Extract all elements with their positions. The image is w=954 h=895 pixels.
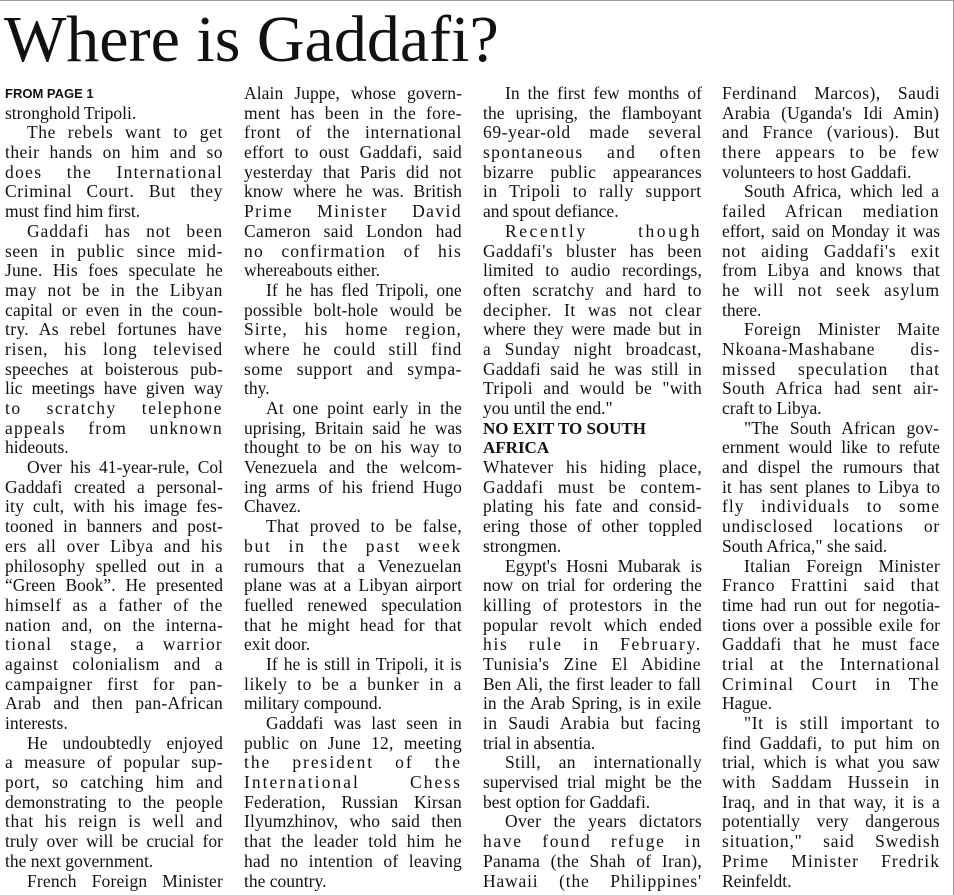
- text-line: plating his fate and consid-: [483, 497, 702, 517]
- text-line: bizarre public appearances: [483, 162, 702, 182]
- text-line: philosophy spelled out in a: [5, 556, 223, 576]
- text-line: undisclosed locations or: [722, 517, 940, 537]
- text-line: ering those of other toppled: [483, 517, 702, 537]
- headline: Where is Gaddafi?: [4, 3, 499, 76]
- text-line: Ilyumzhinov, who said then: [244, 812, 462, 832]
- text-line: Iraq, and in that way, it is a: [722, 792, 940, 812]
- text-line: Nkoana-Mashabane dis-: [722, 339, 940, 359]
- text-line: Panama (the Shah of Iran),: [483, 851, 702, 871]
- text-line: Cameron said London had: [244, 221, 462, 241]
- text-line: yesterday that Paris did not: [244, 162, 462, 182]
- text-line: appeals from unknown: [5, 418, 223, 438]
- text-line: his rule in February.: [483, 635, 702, 655]
- text-line: that the leader told him he: [244, 832, 462, 852]
- text-line: often scratchy and hard to: [483, 280, 702, 300]
- text-line: may not be in the Libyan: [5, 280, 223, 300]
- text-line: Prime Minister Fredrik: [722, 851, 940, 871]
- text-line: Ben Ali, the first leader to fall: [483, 674, 702, 694]
- text-line: spontaneous and often: [483, 143, 702, 163]
- text-line: Prime Minister David: [244, 202, 462, 222]
- text-line: truly over will be crucial for: [5, 832, 223, 852]
- text-line: in the Arab Spring, is in exile: [483, 694, 702, 714]
- text-line: in Saudi Arabia but facing: [483, 714, 702, 733]
- text-line: Criminal Court. But they: [5, 182, 223, 202]
- text-line: fly individuals to some: [722, 497, 940, 517]
- text-line: the next government.: [5, 851, 154, 871]
- text-line: Foreign Minister Maite: [744, 320, 940, 340]
- text-line: uprising, Britain said he was: [244, 418, 462, 438]
- text-line: That proved to be false,: [266, 517, 462, 537]
- text-line: Federation, Russian Kirsan: [244, 792, 462, 812]
- text-line: craft to Libya.: [722, 399, 822, 418]
- text-line: Gaddafi said he was still in: [483, 359, 702, 379]
- text-line: Gaddafi that he must face: [722, 635, 940, 655]
- text-line: it has sent planes to Libya to: [722, 477, 940, 497]
- text-line: Over his 41-year-rule, Col: [27, 458, 223, 478]
- text-line: ers all over Libya and his: [5, 536, 223, 556]
- text-line: situation," said Swedish: [722, 832, 940, 852]
- text-line: lic meetings have given way: [5, 379, 223, 399]
- column-1: [5, 84, 224, 891]
- text-line: some support and sympa-: [244, 359, 462, 379]
- text-line: South Africa, which led a: [744, 182, 940, 202]
- text-line: but in the past week: [244, 536, 462, 556]
- text-line: and dispel the rumours that: [722, 458, 940, 478]
- text-line: failed African mediation: [722, 202, 940, 222]
- text-line: Sirte, his home region,: [244, 320, 462, 340]
- text-line: Venezuela and the welcom-: [244, 458, 462, 478]
- text-line: Reinfeldt.: [722, 871, 792, 891]
- text-line: Hague.: [722, 694, 773, 714]
- text-line: likely to be a bunker in a: [244, 674, 462, 694]
- text-line: rumours that a Venezuelan: [244, 556, 462, 576]
- text-line: capital or even in the coun-: [5, 300, 223, 320]
- text-line: to scratchy telephone: [5, 399, 223, 418]
- text-line: know where he was. British: [244, 182, 462, 202]
- continued-from-label: FROM PAGE 1: [5, 86, 94, 101]
- text-line: Arabia (Uganda's Idi Amin): [722, 103, 940, 123]
- text-line: limited to audio recordings,: [483, 261, 702, 281]
- text-line: where he could still find: [244, 339, 462, 359]
- text-line: there appears to be few: [722, 143, 940, 163]
- text-line: strongmen.: [483, 536, 562, 556]
- text-line: French Foreign Minister: [27, 871, 223, 891]
- text-line: Gaddafi has not been: [27, 221, 223, 241]
- text-line: the president of the: [244, 753, 462, 773]
- text-line: International Chess: [244, 773, 462, 793]
- text-line: he will not seek asylum: [722, 280, 940, 300]
- text-line: Recently though: [505, 221, 702, 241]
- text-line: thy.: [244, 379, 270, 399]
- text-line: now on trial for ordering the: [483, 576, 702, 596]
- text-line: trial in absentia.: [483, 733, 596, 753]
- text-line: front of the international: [244, 123, 462, 143]
- text-line: with Saddam Hussein in: [722, 773, 940, 793]
- text-line: He undoubtedly enjoyed: [27, 733, 223, 753]
- text-line: tional stage, a warrior: [5, 635, 223, 655]
- text-line: South Africa," she said.: [722, 536, 888, 556]
- subheading: AFRICA: [483, 438, 550, 458]
- text-line: must find him first.: [5, 202, 141, 222]
- text-line: campaigner first for pan-: [5, 674, 223, 694]
- text-line: At one point early in the: [266, 399, 462, 418]
- subheading: NO EXIT TO SOUTH: [483, 418, 646, 438]
- text-line: speeches at boisterous pub-: [5, 359, 223, 379]
- text-line: decipher. It was not clear: [483, 300, 702, 320]
- text-line: Tripoli and would be "with: [483, 379, 702, 399]
- text-line: their hands on him and so: [5, 143, 223, 163]
- text-line: Whatever his hiding place,: [483, 458, 702, 478]
- text-line: tooned in banners and post-: [5, 517, 223, 537]
- text-line: best option for Gaddafi.: [483, 792, 651, 812]
- text-line: had no intention of leaving: [244, 851, 462, 871]
- text-line: military compound.: [244, 694, 383, 714]
- text-line: Gaddafi must be contem-: [483, 477, 702, 497]
- column-2: [244, 84, 463, 891]
- text-line: there.: [722, 300, 762, 320]
- text-line: against colonialism and a: [5, 654, 223, 674]
- text-line: Italian Foreign Minister: [744, 556, 940, 576]
- text-line: Tunisia's Zine El Abidine: [483, 654, 702, 674]
- text-line: in Tripoli to rally support: [483, 182, 702, 202]
- column-4: [722, 84, 941, 891]
- text-line: possible bolt-hole would be: [244, 300, 462, 320]
- text-line: supervised trial might be the: [483, 773, 702, 793]
- text-line: Gaddafi created a personal-: [5, 477, 223, 497]
- text-line: and spout defiance.: [483, 202, 619, 222]
- text-line: The rebels want to get: [27, 123, 223, 143]
- text-line: potentially very dangerous: [722, 812, 940, 832]
- text-line: ity cult, with his image fes-: [5, 497, 223, 517]
- text-line: Franco Frattini said that: [722, 576, 940, 596]
- text-line: no confirmation of his: [244, 241, 462, 261]
- text-line: Arab and then pan-African: [5, 694, 223, 714]
- text-line: Alain Juppe, whose govern-: [244, 84, 462, 103]
- text-line: Gaddafi was last seen in: [266, 714, 462, 733]
- text-line: try. As rebel fortunes have: [5, 320, 223, 340]
- text-line: ment has been in the fore-: [244, 103, 462, 123]
- text-line: thought to be on his way to: [244, 438, 462, 458]
- text-line: ing arms of his friend Hugo: [244, 477, 462, 497]
- text-line: exit door.: [244, 635, 311, 655]
- text-line: If he is still in Tripoli, it is: [266, 654, 462, 674]
- text-line: the uprising, the flamboyant: [483, 103, 702, 123]
- text-line: plane was at a Libyan airport: [244, 576, 462, 596]
- text-line: Chavez.: [244, 497, 301, 517]
- text-line: time had run out for negotia-: [722, 595, 940, 615]
- text-line: Still, an internationally: [505, 753, 702, 773]
- text-line: volunteers to host Gaddafi.: [722, 162, 912, 182]
- column-3: [483, 84, 703, 891]
- text-line: Gaddafi's bluster has been: [483, 241, 702, 261]
- text-line: killing of protestors in the: [483, 595, 702, 615]
- text-line: that his reign is well and: [5, 812, 223, 832]
- text-line: "It is still important to: [744, 714, 940, 733]
- text-line: a measure of popular sup-: [5, 753, 223, 773]
- text-line: nation and, on the interna-: [5, 615, 223, 635]
- text-line: "The South African gov-: [744, 418, 940, 438]
- text-line: not aiding Gaddafi's exit: [722, 241, 940, 261]
- text-line: a Sunday night broadcast,: [483, 339, 702, 359]
- text-line: interests.: [5, 714, 68, 733]
- text-line: trial, which is what you saw: [722, 753, 940, 773]
- text-line: you until the end.": [483, 399, 613, 418]
- text-line: risen, his long televised: [5, 339, 223, 359]
- text-line: from Libya and knows that: [722, 261, 940, 281]
- text-line: and France (various). But: [722, 123, 940, 143]
- text-line: If he has fled Tripoli, one: [266, 280, 462, 300]
- text-line: hideouts.: [5, 438, 69, 458]
- text-line: find Gaddafi, to put him on: [722, 733, 940, 753]
- text-line: demonstrating to the people: [5, 792, 223, 812]
- text-line: missed speculation that: [722, 359, 940, 379]
- text-line: that he might head for that: [244, 615, 462, 635]
- text-line: 69-year-old made several: [483, 123, 702, 143]
- text-line: Hawaii (the Philippines': [483, 871, 702, 891]
- text-line: effort, said on Monday it was: [722, 221, 940, 241]
- text-line: trial at the International: [722, 654, 940, 674]
- text-line: Egypt's Hosni Mubarak is: [505, 556, 702, 576]
- text-line: Ferdinand Marcos), Saudi: [722, 84, 940, 103]
- text-line: have found refuge in: [483, 832, 702, 852]
- text-line: himself as a father of the: [5, 595, 223, 615]
- text-line: fuelled renewed speculation: [244, 595, 462, 615]
- text-line: where they were made but in: [483, 320, 702, 340]
- text-line: does the International: [5, 162, 223, 182]
- text-line: “Green Book”. He presented: [5, 576, 223, 596]
- text-line: In the first few months of: [505, 84, 702, 103]
- text-line: seen in public since mid-: [5, 241, 223, 261]
- text-line: June. His foes speculate he: [5, 261, 223, 281]
- text-line: public on June 12, meeting: [244, 733, 462, 753]
- text-line: Criminal Court in The: [722, 674, 940, 694]
- text-line: port, so catching him and: [5, 773, 223, 793]
- text-line: tions over a possible exile for: [722, 615, 940, 635]
- text-line: effort to oust Gaddafi, said: [244, 143, 462, 163]
- text-line: the country.: [244, 871, 327, 891]
- text-line: ernment would like to refute: [722, 438, 940, 458]
- text-line: popular revolt which ended: [483, 615, 702, 635]
- text-line: South Africa had sent air-: [722, 379, 940, 399]
- text-line: Over the years dictators: [505, 812, 702, 832]
- text-line: stronghold Tripoli.: [5, 103, 137, 123]
- text-line: whereabouts either.: [244, 261, 381, 281]
